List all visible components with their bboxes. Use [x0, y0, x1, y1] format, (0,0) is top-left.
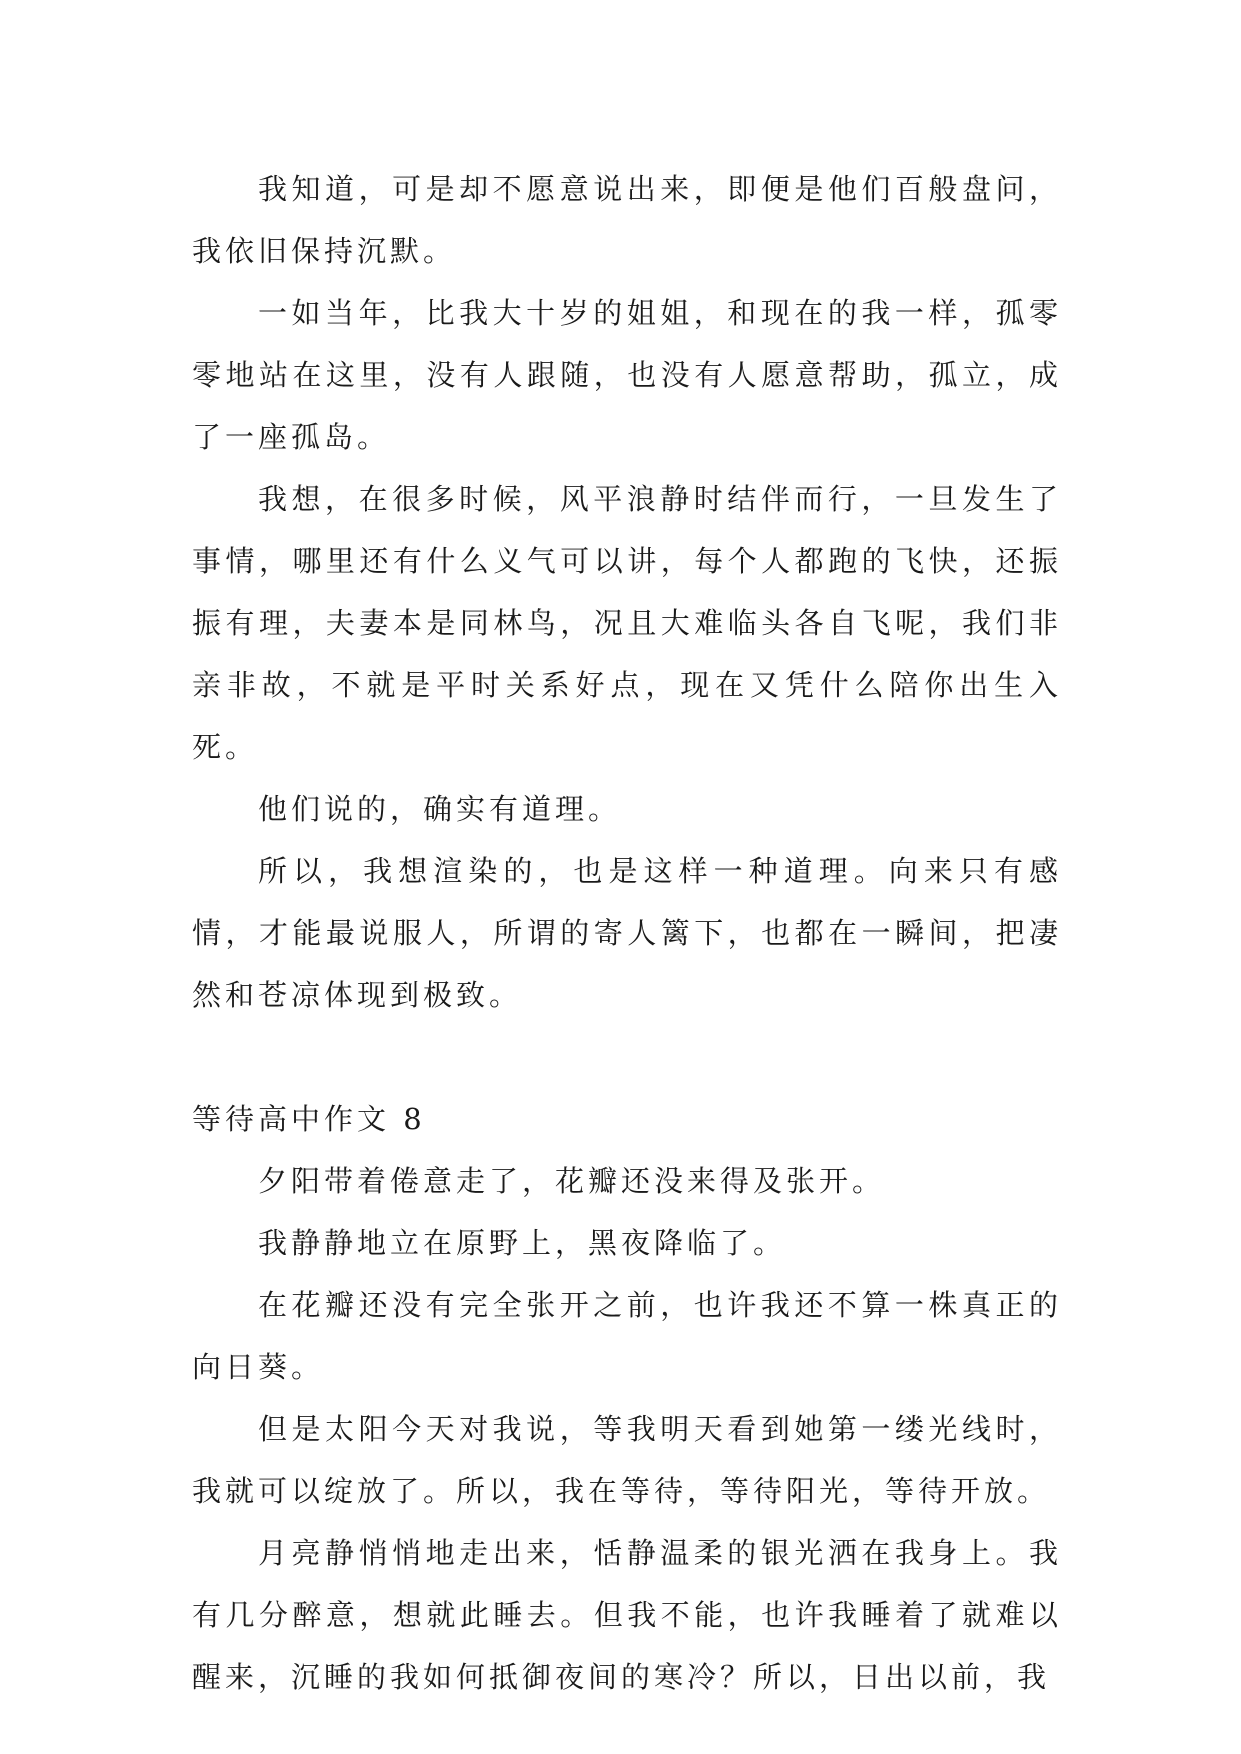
paragraph: 他们说的，确实有道理。	[258, 792, 622, 826]
paragraph: 我知道，可是却不愿意说出来，即便是他们百般盘问，我依旧保持沉默。	[192, 172, 1062, 268]
paragraph: 我静静地立在原野上，黑夜降临了。	[258, 1226, 787, 1260]
paragraph: 我想，在很多时候，风平浪静时结伴而行，一旦发生了事情，哪里还有什么义气可以讲，每个人都跑的飞快，还振振有理，夫妻本是同林鸟，况且大难临头各自飞呢，我们非亲非故，不就是平时关系好点，现在又凭什么陪你出生入死。	[192, 482, 1062, 764]
section-title: 等待高中作文 8	[192, 1102, 426, 1136]
paragraph: 所以，我想渲染的，也是这样一种道理。向来只有感情，才能最说服人，所谓的寄人篱下，也都在一瞬间，把凄然和苍凉体现到极致。	[192, 854, 1062, 1012]
document-body	[192, 158, 1062, 1708]
paragraph: 但是太阳今天对我说，等我明天看到她第一缕光线时，我就可以绽放了。所以，我在等待，等待阳光，等待开放。	[192, 1412, 1062, 1508]
paragraph: 在花瓣还没有完全张开之前，也许我还不算一株真正的向日葵。	[192, 1288, 1062, 1384]
paragraph: 一如当年，比我大十岁的姐姐，和现在的我一样，孤零零地站在这里，没有人跟随，也没有人愿意帮助，孤立，成了一座孤岛。	[192, 296, 1062, 454]
paragraph: 夕阳带着倦意走了，花瓣还没来得及张开。	[258, 1164, 886, 1198]
paragraph: 月亮静悄悄地走出来，恬静温柔的银光洒在我身上。我有几分醉意，想就此睡去。但我不能，也许我睡着了就难以醒来，沉睡的我如何抵御夜间的寒冷？所以，日出以前，我	[192, 1536, 1062, 1694]
